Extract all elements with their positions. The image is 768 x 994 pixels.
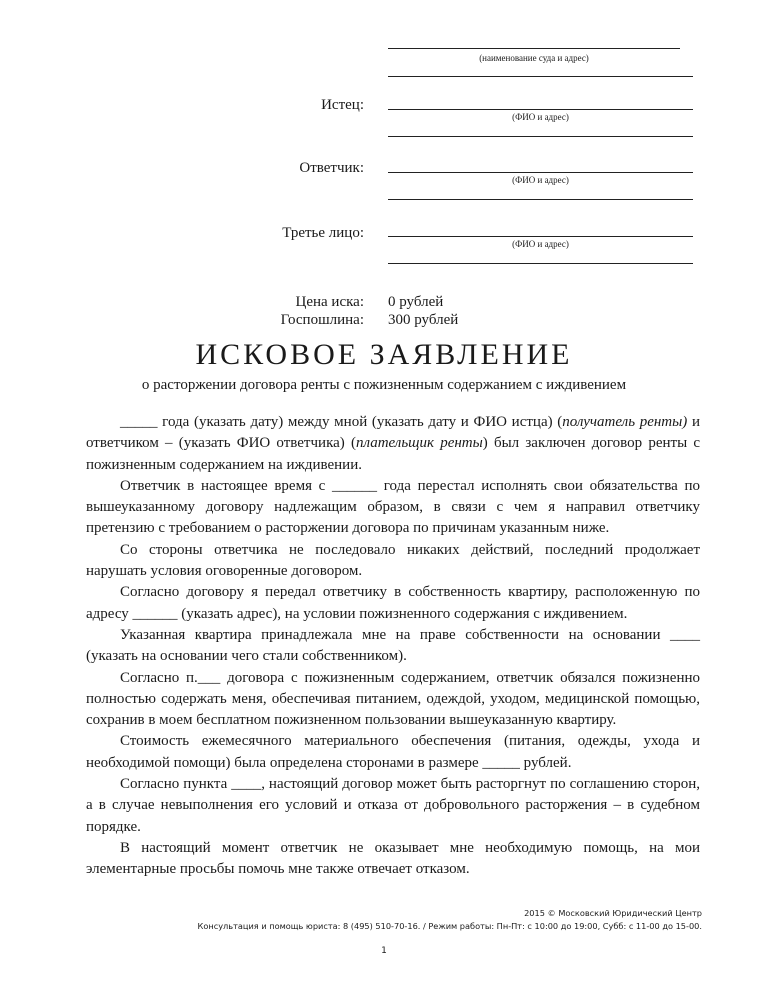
- plaintiff-line-2: [388, 136, 693, 137]
- paragraph-1-part-b: и ответчиком – (указать ФИО ответчика) (: [86, 414, 700, 452]
- claim-price-label: Цена иска:: [295, 294, 364, 310]
- footer-copyright: 2015 © Московский Юридический Центр: [524, 908, 702, 918]
- fee-value: 300 рублей: [388, 312, 459, 328]
- claim-price-value: 0 рублей: [388, 294, 444, 310]
- paragraph-2: Ответчик в настоящее время с ______ года перестал исполнять свои обязательства по вышеуказанному договору надлежащим образом, в связи с чем я направил ответчику претензию с требованием о расторжении договора по причинам указанным ниже.: [86, 477, 700, 537]
- footer-contacts: Консультация и помощь юриста: 8 (495) 510-70-16. / Режим работы: Пн-Пт: с 10:00 до 19:00, Субб: с 11-00 до 15-00.: [197, 921, 702, 931]
- court-caption: (наименование суда и адрес): [479, 53, 589, 63]
- claim-body: [86, 412, 700, 881]
- court-name-line: [388, 48, 680, 49]
- rent-recipient-italic: получатель ренты): [562, 414, 688, 430]
- paragraph-4: Согласно договору я передал ответчику в собственность квартиру, расположенную по адресу ______ (указать адрес), на условии пожизненного содержания с иждивением.: [86, 584, 700, 622]
- plaintiff-line: [388, 109, 693, 110]
- defendant-label: Ответчик:: [299, 160, 364, 176]
- fee-label: Госпошлина:: [280, 312, 364, 328]
- paragraph-1: [86, 412, 700, 476]
- third-party-label: Третье лицо:: [282, 225, 364, 241]
- paragraph-7: Стоимость ежемесячного материального обеспечения (питания, одежды, ухода и необходимой помощи) была определена сторонами в размере _____ рублей.: [86, 733, 700, 771]
- paragraph-9: В настоящий момент ответчик не оказывает мне необходимую помощь, на мои элементарные просьбы помочь мне также отвечает отказом.: [86, 839, 700, 878]
- paragraph-8: Согласно пункта ____, настоящий договор может быть расторгнут по соглашению сторон, а в случае невыполнения его условий и отказа от добровольного расторжения – в судебном порядке.: [86, 776, 700, 835]
- plaintiff-label: Истец:: [321, 97, 364, 113]
- third-party-line: [388, 236, 693, 237]
- document-title: ИСКОВОЕ ЗАЯВЛЕНИЕ: [195, 338, 573, 371]
- paragraph-1-part-c: ) был заключен договор ренты с пожизненным содержанием на иждивении.: [86, 435, 700, 473]
- paragraph-6: Согласно п.___ договора с пожизненным содержанием, ответчик обязался пожизненно полностью содержать меня, обеспечивая питанием, одеждой, уходом, медицинской помощью, сохранив в моем бесплатном пожизненном пользовании вышеуказанную квартиру.: [86, 669, 700, 729]
- paragraph-3: Со стороны ответчика не последовало никаких действий, последний продолжает нарушать условия оговоренные договором.: [86, 541, 700, 580]
- third-party-line-2: [388, 263, 693, 264]
- rent-payer-italic: плательщик ренты: [355, 435, 483, 452]
- third-party-caption: (ФИО и адрес): [512, 239, 569, 249]
- document-subtitle: о расторжении договора ренты с пожизненным содержанием с иждивением: [141, 377, 627, 393]
- court-address-line: [388, 76, 693, 77]
- paragraph-1-part-a: _____ года (указать дату) между мной (указать дату и ФИО истца) (: [120, 414, 563, 430]
- paragraph-5: Указанная квартира принадлежала мне на праве собственности на основании ____ (указать на основании чего стали собственником).: [86, 626, 700, 665]
- page-number: 1: [381, 946, 387, 956]
- defendant-line-2: [388, 199, 693, 200]
- defendant-line: [388, 172, 693, 173]
- defendant-caption: (ФИО и адрес): [512, 175, 569, 185]
- plaintiff-caption: (ФИО и адрес): [512, 112, 569, 122]
